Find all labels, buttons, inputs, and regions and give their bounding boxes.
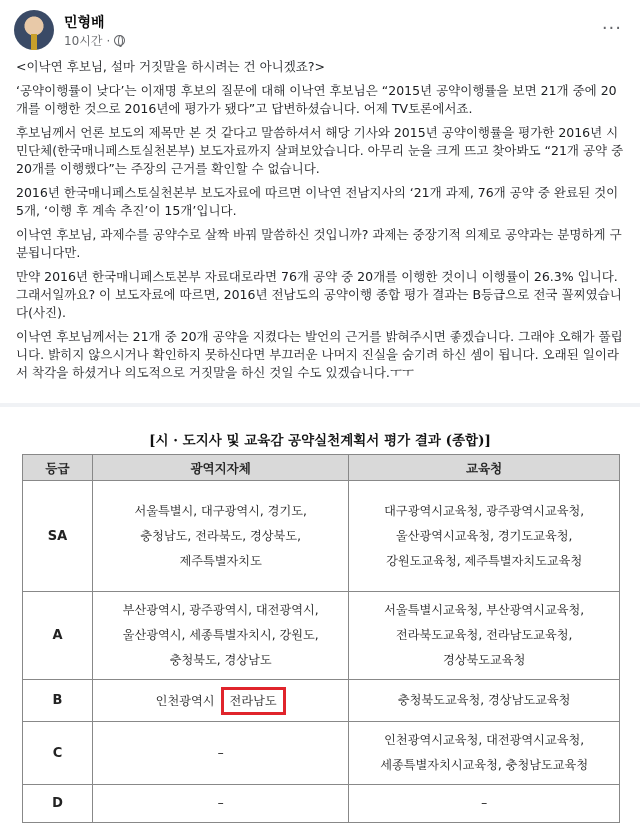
edu-cell (349, 481, 620, 592)
cell-line: 울산광역시, 세종특별자치시, 강원도, (122, 628, 319, 642)
cell-line: 전라북도교육청, 전라남도교육청, (395, 628, 573, 642)
post-paragraph: <이낙연 후보님, 설마 거짓말을 하시려는 건 아니겠죠?> (16, 59, 325, 74)
globe-icon (114, 35, 125, 46)
cell-line: 경상북도교육청 (442, 653, 526, 667)
post-header (0, 0, 640, 56)
post-paragraph: 2016년 한국매니페스토실천본부 보도자료에 따르면 이낙연 전남지사의 ‘21개 과제, 76개 공약 중 완료된 것이 5개, ‘이행 후 계속 추진’이 15개’입니다. (16, 185, 619, 218)
table-title: [시 · 도지사 및 교육감 공약실천계획서 평가 결과 (종합)] (149, 433, 491, 449)
local-cell (93, 722, 349, 785)
more-options-icon[interactable]: ··· (601, 18, 622, 39)
post-paragraph: 후보님께서 언론 보도의 제목만 본 것 같다고 말씀하셔서 해당 기사와 2015년 공약이행률을 평가한 2016년 시민단체(한국매니페스토실천본부) 보도자료까지 살펴보았습니다. 아무리 눈을 크게 뜨고 찾아봐도 “21개 공약 중 20개를 이행했다”는 주장의 근거를 확인할 수 없습니다. (16, 125, 624, 176)
header-grade: 등급 (23, 455, 93, 481)
cell-line: – (481, 796, 488, 810)
cell-line: 충청남도, 전라북도, 경상북도, (140, 528, 301, 543)
table-row (23, 785, 620, 823)
post-photo[interactable] (0, 407, 640, 811)
cell-line: 서울특별시, 대구광역시, 경기도, (134, 503, 307, 518)
post-paragraph: 이낙연 후보님, 과제수를 공약수로 살짝 바꿔 말씀하신 것입니까? 과제는 중장기적 의제로 공약과는 분명하게 구분됩니다만. (16, 227, 622, 260)
cell-line: – (217, 745, 224, 760)
author-avatar[interactable] (14, 10, 54, 50)
cell-line: 제주특별자치도 (179, 553, 262, 568)
local-cell (93, 481, 349, 592)
post-paragraph: 만약 2016년 한국매니페스토본부 자료대로라면 76개 공약 중 20개를 이행한 것이니 이행률이 26.3% 입니다. 그래서일까요? 이 보도자료에 따르면, 2016년 전남도의 공약이행 종합 평가 결과는 B등급으로 전국 꼴찌였습니다(사진). (16, 269, 622, 320)
edu-cell (349, 722, 620, 785)
header-edu: 교육청 (349, 455, 620, 481)
edu-cell (349, 680, 620, 722)
cell-line: 인천광역시교육청, 대전광역시교육청, (384, 733, 585, 747)
cell-line: 충청북도, 경상남도 (169, 653, 272, 667)
meta-separator: · (106, 33, 111, 48)
grade-cell: A (23, 592, 93, 680)
local-cell (93, 680, 349, 722)
cell-line: 대구광역시교육청, 광주광역시교육청, (384, 503, 585, 518)
table-header-row (23, 455, 620, 481)
cell-line: 부산광역시, 광주광역시, 대전광역시, (122, 603, 319, 617)
post-meta (64, 32, 125, 49)
table-row (23, 722, 620, 785)
post-time[interactable]: 10시간 (64, 34, 103, 48)
evaluation-table (22, 454, 620, 823)
local-cell (93, 592, 349, 680)
edu-cell (349, 785, 620, 823)
post-paragraph: ‘공약이행률이 낮다’는 이재명 후보의 질문에 대해 이낙연 후보님은 “2015년 공약이행률을 보면 21개 중에 20개를 이행한 것으로 2016년에 평가가 됐다”고 답변하셨습니다. 어제 TV토론에서죠. (16, 83, 617, 116)
local-cell (93, 785, 349, 823)
edu-cell (349, 592, 620, 680)
cell-line: 세종특별자치시교육청, 충청남도교육청 (380, 758, 589, 772)
cell-line: 인천광역시 (155, 693, 215, 708)
grade-cell: SA (23, 481, 93, 592)
cell-line: – (217, 796, 224, 810)
grade-cell: C (23, 722, 93, 785)
table-row (23, 680, 620, 722)
grade-cell: D (23, 785, 93, 823)
table-row (23, 592, 620, 680)
post-paragraph: 이낙연 후보님께서는 21개 중 20개 공약을 지켰다는 발언의 근거를 밝혀주시면 좋겠습니다. 그래야 오해가 풀립니다. 밝히지 않으시거나 확인하지 못하신다면 부끄러운 나머지 진실을 숨기려 하신 셈이 됩니다. 오래된 일이라서 착각을 하셨거나 의도적으로 거짓말을 하신 것일 수도 있겠습니다.ㅜㅜ (16, 329, 623, 380)
table-row (23, 481, 620, 592)
post-text (16, 58, 626, 388)
grade-cell: B (23, 680, 93, 722)
cell-line: 충청북도교육청, 경상남도교육청 (397, 693, 571, 707)
cell-line: 강원도교육청, 제주특별자치도교육청 (386, 553, 583, 568)
header-local: 광역지자체 (93, 455, 349, 481)
cell-line: 울산광역시교육청, 경기도교육청, (395, 528, 573, 543)
author-name[interactable]: 민형배 (64, 15, 105, 31)
highlighted-region: 전라남도 (221, 687, 286, 715)
cell-line: 서울특별시교육청, 부산광역시교육청, (384, 603, 585, 617)
